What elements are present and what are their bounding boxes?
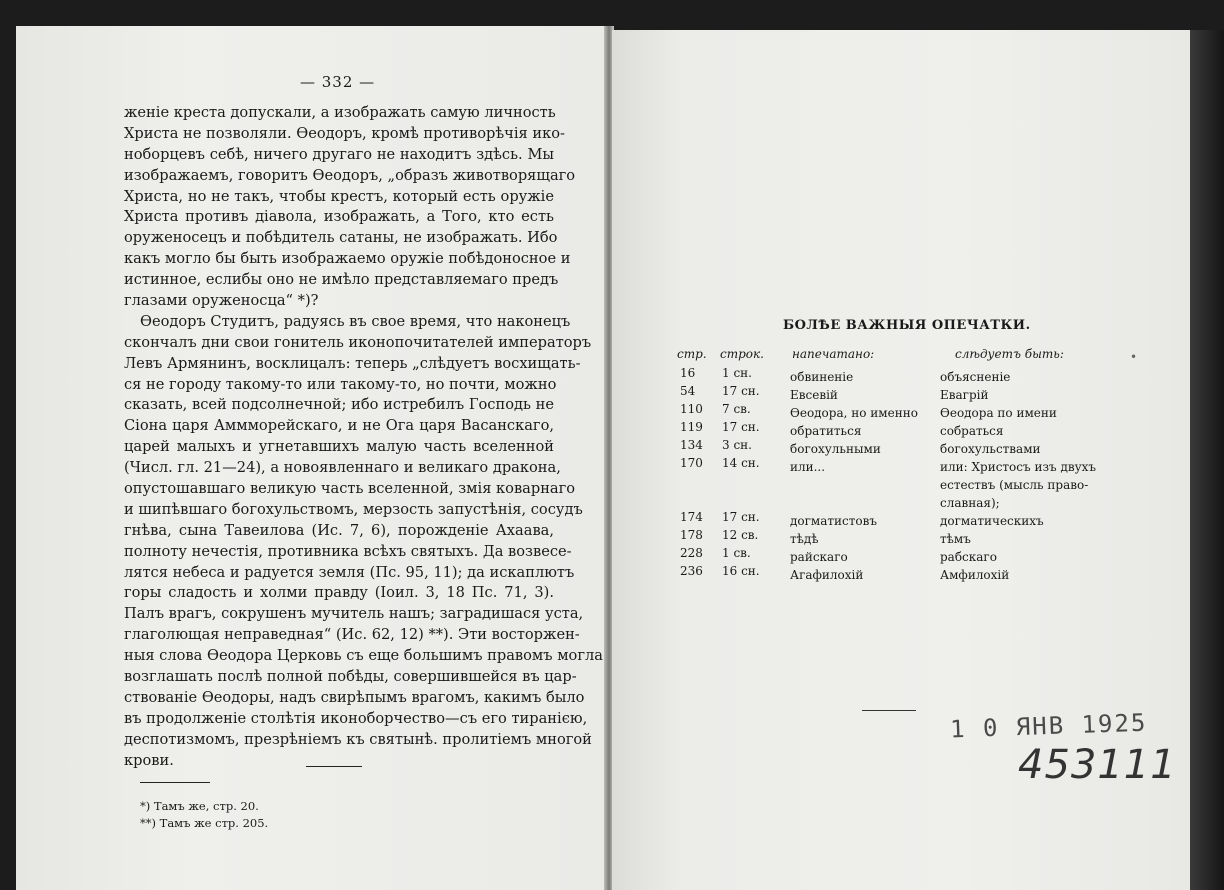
errata-page: 174 — [680, 510, 703, 524]
errata-correct: догматическихъ — [940, 514, 1044, 528]
errata-correct: тѣмъ — [940, 532, 971, 546]
errata-printed: или... — [790, 460, 826, 474]
errata-page: 228 — [680, 546, 703, 560]
text-line: ноборцевъ себѣ, ничего другаго не находитъ здѣсь. Мы — [124, 145, 554, 163]
right-edge-shadow — [1190, 30, 1224, 890]
text-line: лятся небеса и радуется земля (Пс. 95, 11); да искаплютъ — [124, 563, 575, 581]
text-line: женіе креста допускали, а изображать самую личность — [124, 104, 556, 121]
text-line: какъ могло бы быть изображаемо оружіе побѣдоносное и — [124, 250, 571, 268]
text-line: Христа не позволяли. Ѳеодоръ, кромѣ противорѣчія ико- — [124, 124, 565, 142]
text-line: глаголющая неправедная“ (Ис. 62, 12) **). Эти восторжен- — [124, 626, 580, 644]
errata-printed: Евсевій — [790, 388, 838, 402]
footnote-2: **) Тамъ же стр. 205. — [140, 816, 269, 830]
ink-speck: • — [1130, 350, 1138, 364]
errata-title: БОЛѢЕ ВАЖНЫЯ ОПЕЧАТКИ. — [783, 318, 1031, 333]
text-line: и шипѣвшаго богохульствомъ, мерзость запустѣнія, сосудъ — [124, 500, 583, 518]
text-line: Христа противъ діавола, изображать, а Того, кто есть — [124, 208, 554, 226]
errata-line: 17 сн. — [722, 510, 760, 524]
text-line: горы сладость и холми правду (Іоил. 3, 18 Пс. 71, 3). — [124, 584, 554, 602]
text-line: сказать, всей подсолнечной; ибо истребилъ Господь не — [124, 396, 554, 414]
errata-line: 1 св. — [722, 546, 751, 560]
body-text — [124, 103, 603, 772]
errata-page: 119 — [680, 420, 703, 434]
text-line: оруженосецъ и побѣдитель сатаны, не изображать. Ибо — [124, 229, 558, 247]
text-line: гнѣва, сына Тавеилова (Ис. 7, 6), порожденіе Ахаава, — [124, 521, 554, 539]
page-number: — 332 — — [300, 73, 376, 91]
errata-end-rule — [862, 710, 916, 711]
errata-printed: Агафилохій — [790, 568, 864, 582]
footnote-1: *) Тамъ же, стр. 20. — [140, 799, 259, 813]
text-line: истинное, еслибы оно не имѣло представляемаго предъ — [124, 271, 559, 289]
errata-page: 110 — [680, 402, 703, 416]
text-line: крови. — [124, 751, 174, 769]
header-line: строк. — [720, 347, 764, 361]
handwritten-number: 453111 — [1018, 742, 1177, 788]
errata-correct: естествъ (мысль право- — [940, 478, 1089, 492]
errata-page: 170 — [680, 456, 703, 470]
end-rule — [306, 766, 362, 767]
text-line: въ продолженіе столѣтія иконоборчество—съ его тиранією, — [124, 709, 588, 727]
errata-correct: Ѳеодора по имени — [940, 406, 1057, 420]
errata-line: 14 сн. — [722, 456, 760, 470]
errata-line: 17 сн. — [722, 420, 760, 434]
errata-correct: Амфилохій — [940, 568, 1010, 582]
errata-page: 16 — [680, 366, 696, 380]
errata-page: 134 — [680, 438, 703, 452]
text-line: Палъ врагъ, сокрушенъ мучитель нашъ; заградишася уста, — [124, 605, 584, 623]
text-line: полноту нечестія, противника всѣхъ святыхъ. Да возвесе- — [124, 542, 572, 560]
text-line: ся не городу такому-то или такому-то, но почти, можно — [124, 375, 557, 393]
errata-correct: рабскаго — [940, 550, 997, 564]
errata-line: 17 сн. — [722, 384, 760, 398]
errata-page: 236 — [680, 564, 703, 578]
text-line: Христа, но не такъ, чтобы крестъ, который есть оружіе — [124, 187, 554, 205]
footnote-rule — [140, 782, 210, 783]
errata-printed: тѣдѣ — [790, 532, 819, 546]
text-line: скончалъ дни свои гонитель иконопочитателей императоръ — [124, 333, 592, 351]
text-line: деспотизмомъ, презрѣніемъ къ святынѣ. пролитіемъ многой — [124, 730, 592, 748]
errata-printed: райскаго — [790, 550, 848, 564]
text-line: (Числ. гл. 21—24), а новоявленнаго и великаго дракона, — [124, 459, 561, 477]
text-line: опустошавшаго великую часть вселенной, змія коварнаго — [124, 480, 576, 498]
text-line: царей малыхъ и угнетавшихъ малую часть вселенной — [124, 438, 554, 456]
errata-page: 178 — [680, 528, 703, 542]
errata-printed: обвиненіе — [790, 370, 854, 384]
header-should-be: слѣдуетъ быть: — [955, 347, 1064, 361]
errata-correct: богохульствами — [940, 442, 1041, 456]
errata-printed: догматистовъ — [790, 514, 877, 528]
text-line: Левъ Армянинъ, восклицалъ: теперь „слѣдуетъ восхищать- — [124, 354, 581, 372]
errata-correct: или: Христосъ изъ двухъ — [940, 460, 1097, 474]
errata-correct: собраться — [940, 424, 1004, 438]
text-line: изображаемъ, говоритъ Ѳеодоръ, „образъ животворящаго — [124, 166, 576, 184]
text-line: ствованіе Ѳеодоры, надъ свирѣпымъ врагомъ, какимъ было — [124, 688, 585, 706]
errata-page: 54 — [680, 384, 696, 398]
errata-line: 12 св. — [722, 528, 759, 542]
errata-correct: славная); — [940, 496, 1000, 510]
text-line: ныя слова Ѳеодора Церковь съ еще большимъ правомъ могла — [124, 647, 603, 665]
text-line: глазами оруженосца“ *)? — [124, 292, 319, 310]
errata-printed: обратиться — [790, 424, 862, 438]
errata-printed: богохульными — [790, 442, 881, 456]
errata-line: 16 сн. — [722, 564, 760, 578]
errata-printed: Ѳеодора, но именно — [790, 406, 918, 420]
text-line: возглашать послѣ полной побѣды, совершившейся въ цар- — [124, 668, 577, 686]
header-printed: напечатано: — [792, 347, 875, 361]
header-page: стр. — [677, 347, 707, 361]
text-line: Сіона царя Аммморейскаго, и не Ога царя Васанскаго, — [124, 417, 554, 435]
library-stamp: 1 0 ЯНВ 1925 — [949, 708, 1148, 744]
errata-line: 7 св. — [722, 402, 751, 416]
errata-correct: Евагрій — [940, 388, 989, 402]
errata-line: 1 сн. — [722, 366, 752, 380]
errata-correct: объясненіе — [940, 370, 1011, 384]
errata-line: 3 сн. — [722, 438, 752, 452]
text-line: Ѳеодоръ Студитъ, радуясь въ свое время, что наконецъ — [140, 312, 571, 330]
